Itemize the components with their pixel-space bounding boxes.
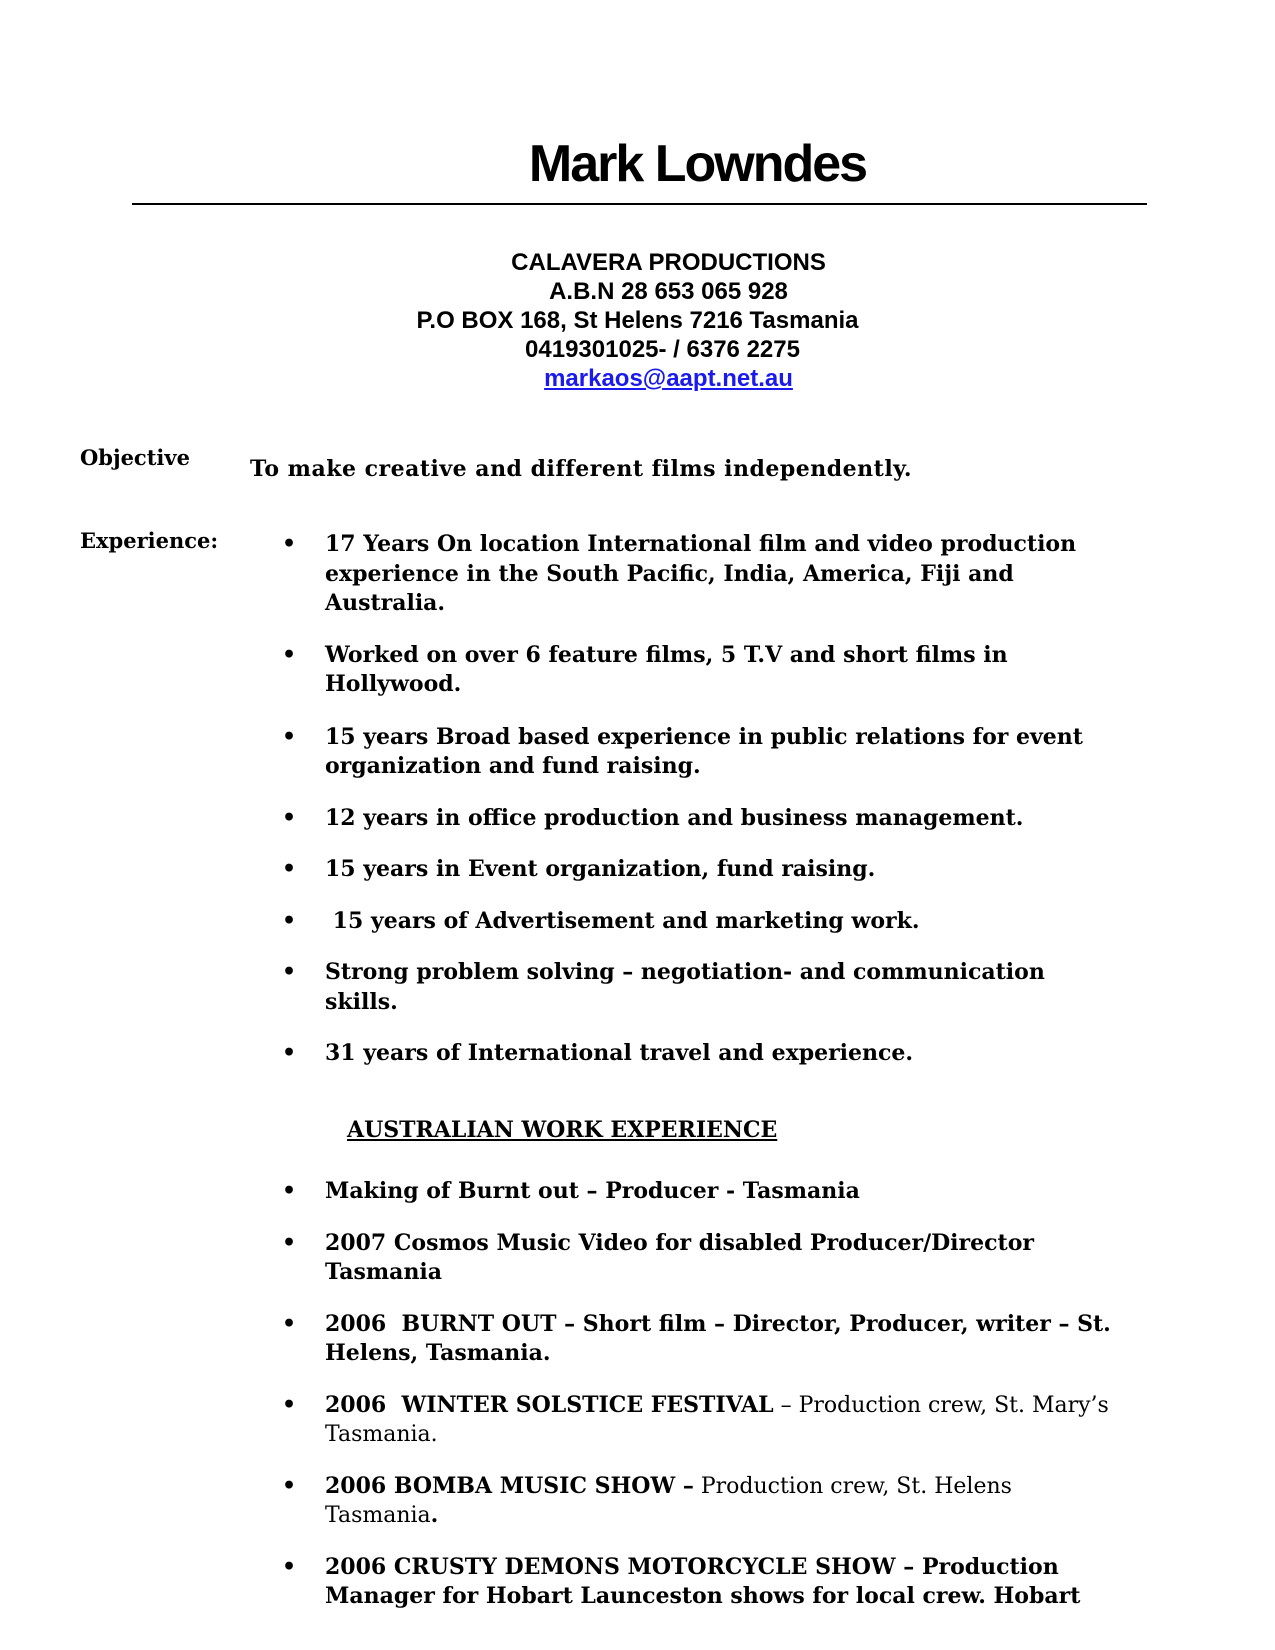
bullet-icon: • [282, 1310, 297, 1337]
list-item: • 2007 Cosmos Music Video for disabled Producer/Director Tasmania [282, 1229, 1034, 1285]
company-phone: 0419301025- / 6376 2275 [525, 336, 800, 363]
company-address: P.O BOX 168, St Helens 7216 Tasmania [416, 307, 859, 334]
bullet-icon: • [282, 641, 297, 668]
list-item: • 15 years in Event organization, fund raising. [280, 855, 1110, 885]
bullet-icon: • [282, 804, 297, 831]
email-link[interactable]: markaos@aapt.net.au [544, 365, 793, 392]
list-item: • Strong problem solving – negotiation- and communication skills. [282, 959, 1045, 1015]
bullet-icon: • [282, 1178, 297, 1204]
list-item: • 2006 CRUSTY DEMONS MOTORCYCLE SHOW – Production Manager for Hobart Launceston shows for local crew. Hobart [282, 1553, 1081, 1609]
objective-label: Objective [80, 445, 190, 470]
bullet-icon: • [282, 1553, 297, 1580]
list-item: • Making of Burnt out – Producer - Tasmania [280, 1177, 1110, 1207]
objective-text: To make creative and different films independently. [250, 456, 913, 482]
australian-heading: AUSTRALIAN WORK EXPERIENCE [347, 1117, 778, 1143]
list-item: • Worked on over 6 feature films, 5 T.V and short films in Hollywood. [282, 641, 1008, 697]
bullet-icon: • [282, 959, 297, 985]
bullet-icon: • [282, 1040, 297, 1066]
bullet-icon: • [282, 723, 297, 750]
list-item: • 15 years Broad based experience in public relations for event organization and fund raising. [282, 723, 1083, 779]
list-item: • 17 Years On location International film and video production experience in the South Pacific, India, America, Fiji and Australia. [282, 531, 1077, 616]
contact-block [0, 248, 1275, 393]
australian-list [280, 1177, 1119, 1612]
list-item: • 31 years of International travel and experience. [280, 1039, 1110, 1069]
list-item: • 2006 BOMBA MUSIC SHOW – Production crew, St. Helens Tasmania. [282, 1472, 1012, 1528]
bullet-icon: • [282, 1391, 297, 1418]
header-rule [132, 203, 1147, 205]
bullet-icon: • [282, 531, 297, 557]
bullet-icon: • [282, 1229, 297, 1256]
company-abn: A.B.N 28 653 065 928 [549, 278, 788, 305]
list-item: • 2006 BURNT OUT – Short film – Director, Producer, writer – St. Helens, Tasmania. [282, 1310, 1119, 1366]
list-item: • 12 years in office production and business management. [280, 804, 1110, 834]
bullet-icon: • [282, 856, 297, 882]
experience-label: Experience: [80, 528, 219, 553]
bullet-icon: • [282, 907, 297, 934]
company-name: CALAVERA PRODUCTIONS [511, 249, 826, 276]
resume-name: Mark Lowndes [528, 135, 867, 193]
list-item: • 15 years of Advertisement and marketing work. [280, 907, 1110, 937]
list-item: • 2006 WINTER SOLSTICE FESTIVAL – Production crew, St. Mary’s Tasmania. [282, 1391, 1116, 1447]
bullet-icon: • [282, 1472, 297, 1499]
experience-list [280, 530, 1110, 1069]
